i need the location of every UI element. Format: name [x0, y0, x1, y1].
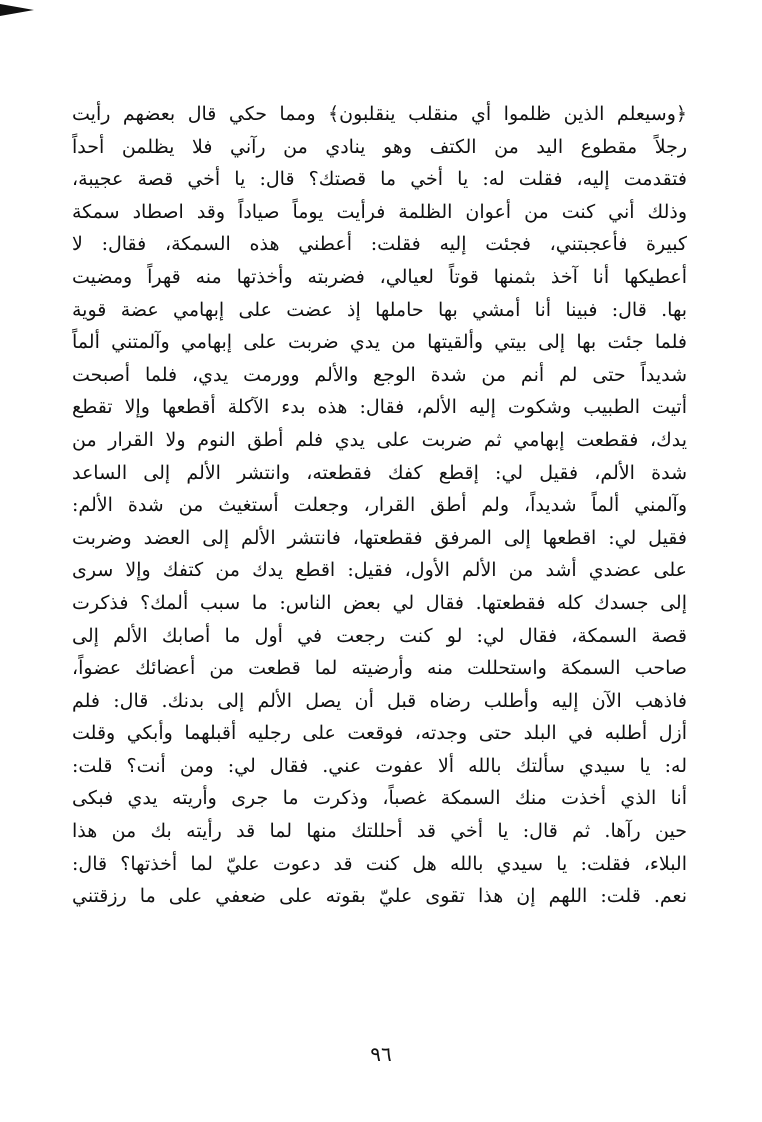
text-line: شدة الألم، فقيل لي: إقطع كفك فقطعته، وانتشر الألم إلى الساعد — [72, 461, 687, 484]
text-line: وذلك أني كنت من أعوان الظلمة فرأيت يوماً صياداً وقد اصطاد سمكة — [72, 200, 687, 223]
text-line: وآلمني ألماً شديداً، ولم أطق القرار، وجعلت أستغيث من شدة الألم: — [72, 494, 687, 517]
text-line: فاذهب الآن إليه وأطلب رضاه قبل أن يصل الألم إلى بدنك. قال: فلم — [72, 689, 687, 712]
text-line: له: يا سيدي سألتك بالله ألا عفوت عني. فقال لي: ومن أنت؟ قلت: — [72, 754, 687, 777]
body-text — [72, 98, 687, 913]
text-line: البلاء، فقلت: يا سيدي بالله هل كنت قد دعوت عليّ لما أخذتها؟ قال: — [72, 852, 687, 875]
text-line: أعطيكها أنا آخذ بثمنها قوتاً لعيالي، فضربته وأخذتها منه قهراً ومضيت — [72, 265, 687, 288]
text-line: فتقدمت إليه، فقلت له: يا أخي ما قصتك؟ قال: يا أخي قصة عجيبة، — [72, 168, 687, 191]
text-line: على عضدي أشد من الألم الأول، فقيل: اقطع يدك من كتفك وإلا سرى — [72, 559, 687, 582]
text-line: ﴿وسيعلم الذين ظلموا أي منقلب ينقلبون﴾ ومما حكي قال بعضهم رأيت — [72, 103, 687, 125]
text-line: قصة السمكة، فقال لي: لو كنت رجعت في أول ما أصابك الألم إلى — [72, 624, 687, 647]
text-line: فقيل لي: اقطعها إلى المرفق فقطعتها، فانتشر الألم إلى العضد وضربت — [72, 526, 687, 549]
text-line: رجلاً مقطوع اليد من الكتف وهو ينادي من رآني فلا يظلمن أحداً — [72, 135, 687, 158]
text-line: كبيرة فأعجبتني، فجئت إليه فقلت: أعطني هذه السمكة، فقال: لا — [72, 233, 687, 256]
text-line: يدك، فقطعت إبهامي ثم ضربت على يدي فلم أطق النوم ولا القرار من — [72, 428, 687, 451]
text-line: صاحب السمكة واستحللت منه وأرضيته لما قطعت من أعضائك عضواً، — [72, 657, 687, 680]
text-line: حين رآها. ثم قال: يا أخي قد أحللتك منها لما قد رأيته بك من هذا — [72, 820, 687, 843]
corner-mark — [0, 4, 34, 16]
text-line: بها. قال: فبينا أنا أمشي بها حاملها إذ عضت على إبهامي عضة قوية — [72, 298, 687, 321]
text-line: فلما جئت بها إلى بيتي وألقيتها من يدي ضربت على إبهامي وآلمتني ألماً — [72, 331, 687, 354]
text-line: أتيت الطبيب وشكوت إليه الألم، فقال: هذه بدء الآكلة أقطعها وإلا تقطع — [72, 396, 687, 419]
text-line: أزل أطلبه في البلد حتى وجدته، فوقعت على رجليه أقبلهما وأبكي وقلت — [72, 722, 687, 745]
text-line: إلى جسدك كله فقطعتها. فقال لي بعض الناس: ما سبب ألمك؟ فذكرت — [72, 591, 687, 614]
text-line: أنا الذي أخذت منك السمكة غصباً، وذكرت ما جرى وأريته يدي فبكى — [72, 787, 687, 810]
page-number: ٩٦ — [370, 1042, 392, 1066]
text-line: شديداً حتى لم أنم من شدة الوجع والألم وورمت يدي، فلما أصبحت — [72, 363, 687, 386]
text-line: نعم. قلت: اللهم إن هذا تقوى عليّ بقوته على ضعفي على ما رزقتني — [72, 885, 687, 908]
